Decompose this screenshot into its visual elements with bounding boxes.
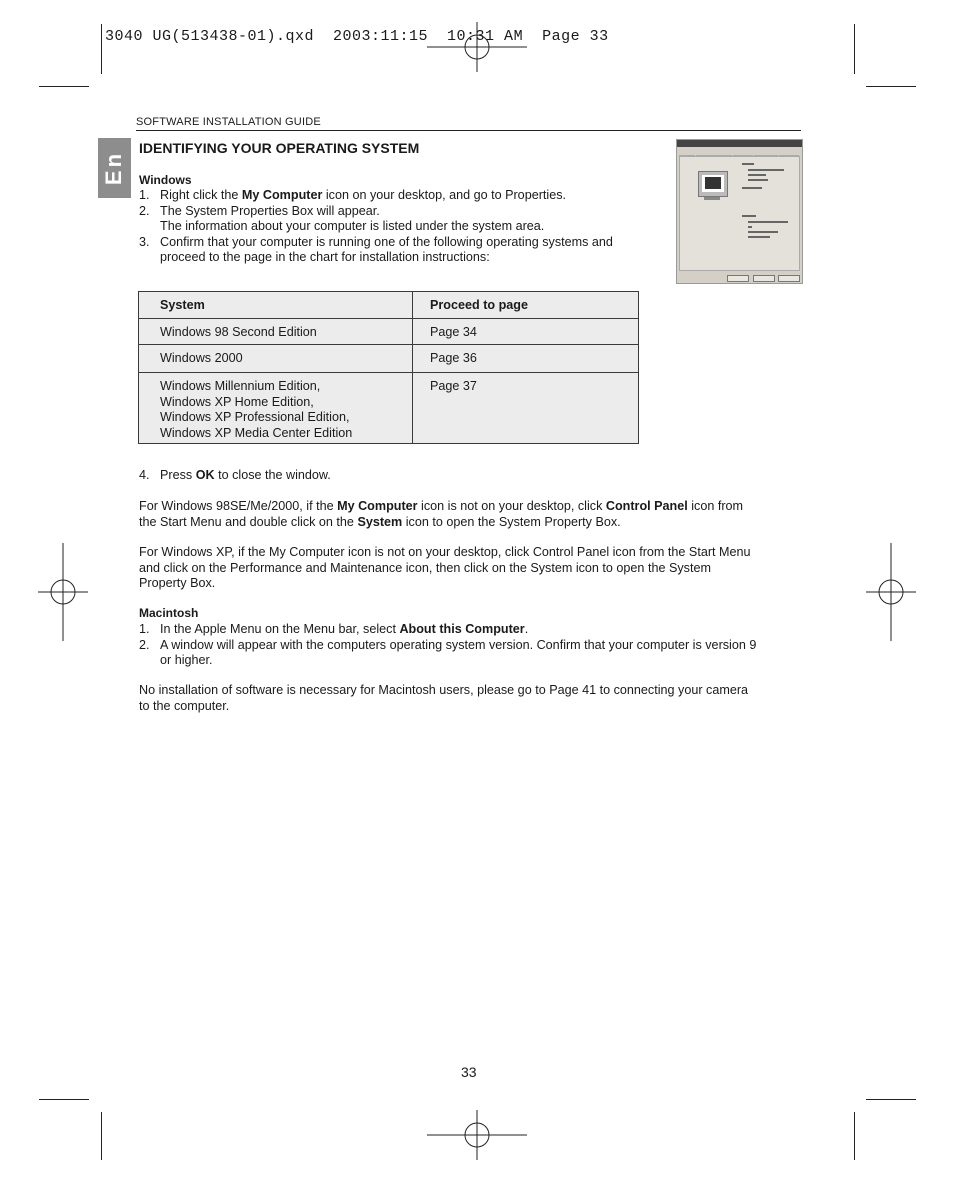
table-row: [139, 319, 639, 345]
table-cell: Windows 2000: [160, 351, 243, 365]
registration-mark-top: [427, 22, 527, 72]
page-title: IDENTIFYING YOUR OPERATING SYSTEM: [139, 140, 420, 156]
registration-mark-bottom: [427, 1110, 527, 1160]
language-tab-label: En: [101, 150, 127, 186]
paragraph-macintosh: No installation of software is necessary for Macintosh users, please go to Page 41 to connecting your camera to the computer.: [139, 683, 749, 713]
paragraph-winxp: For Windows XP, if the My Computer icon is not on your desktop, click Control Panel icon from the Start Menu and click on the Performance and Maintenance icon, then click on the System icon to open the System Property Box.: [139, 545, 751, 590]
window-panel: [679, 156, 800, 271]
ok-button: [727, 275, 749, 282]
list-item: 4. Press OK to close the window.: [139, 468, 331, 482]
column-header: System: [160, 298, 205, 312]
crop-mark: [866, 1099, 916, 1100]
crop-mark: [866, 86, 916, 87]
window-title-bar: [677, 140, 802, 147]
cancel-button: [753, 275, 775, 282]
table-cell: Page 34: [430, 325, 477, 339]
macintosh-steps: 1. In the Apple Menu on the Menu bar, select About this Computer. 2. A window will appear with the computers operating system version. Confirm that your computer is version 9 or higher.: [139, 622, 757, 667]
macintosh-heading: Macintosh: [139, 606, 199, 620]
windows-steps: 1. Right click the My Computer icon on your desktop, and go to Properties. 2. The System Properties Box will appear. The information about your computer is listed under the system area. 3. Confirm that your computer is running one of the following operating systems and proceed to the page in the chart for installation instructions:: [139, 188, 613, 264]
crop-mark: [39, 86, 89, 87]
table-row: [139, 373, 639, 444]
registration-mark-right: [866, 543, 916, 641]
monitor-icon: [698, 171, 728, 197]
table-cell: Page 36: [430, 351, 477, 365]
printer-slug: 3040 UG(513438-01).qxd 2003:11:15 10:31 AM Page 33: [105, 28, 609, 45]
column-header: Proceed to page: [430, 298, 528, 312]
system-properties-screenshot: [676, 139, 803, 284]
crop-mark: [854, 24, 855, 74]
crop-mark: [854, 1112, 855, 1160]
paragraph-win98: For Windows 98SE/Me/2000, if the My Computer icon is not on your desktop, click Control Panel icon from the Start Menu and double click on the System icon to open the System Property Box.: [139, 499, 744, 529]
apply-button: [778, 275, 800, 282]
table-header-row: [139, 292, 639, 319]
header-rule: [136, 130, 801, 131]
crop-mark: [101, 1112, 102, 1160]
table-cell: Page 37: [430, 379, 477, 393]
crop-mark: [101, 24, 102, 74]
language-tab: [98, 138, 131, 198]
page-number: 33: [461, 1064, 477, 1080]
crop-mark: [39, 1099, 89, 1100]
table-row: [139, 345, 639, 373]
registration-mark-left: [38, 543, 88, 641]
table-cell: Windows 98 Second Edition: [160, 325, 317, 339]
os-table: [138, 291, 639, 444]
section-header-label: SOFTWARE INSTALLATION GUIDE: [136, 116, 321, 128]
windows-heading: Windows: [139, 173, 192, 187]
table-cell: Windows Millennium Edition, Windows XP Home Edition, Windows XP Professional Edition, Windows XP Media Center Edition: [160, 379, 353, 440]
